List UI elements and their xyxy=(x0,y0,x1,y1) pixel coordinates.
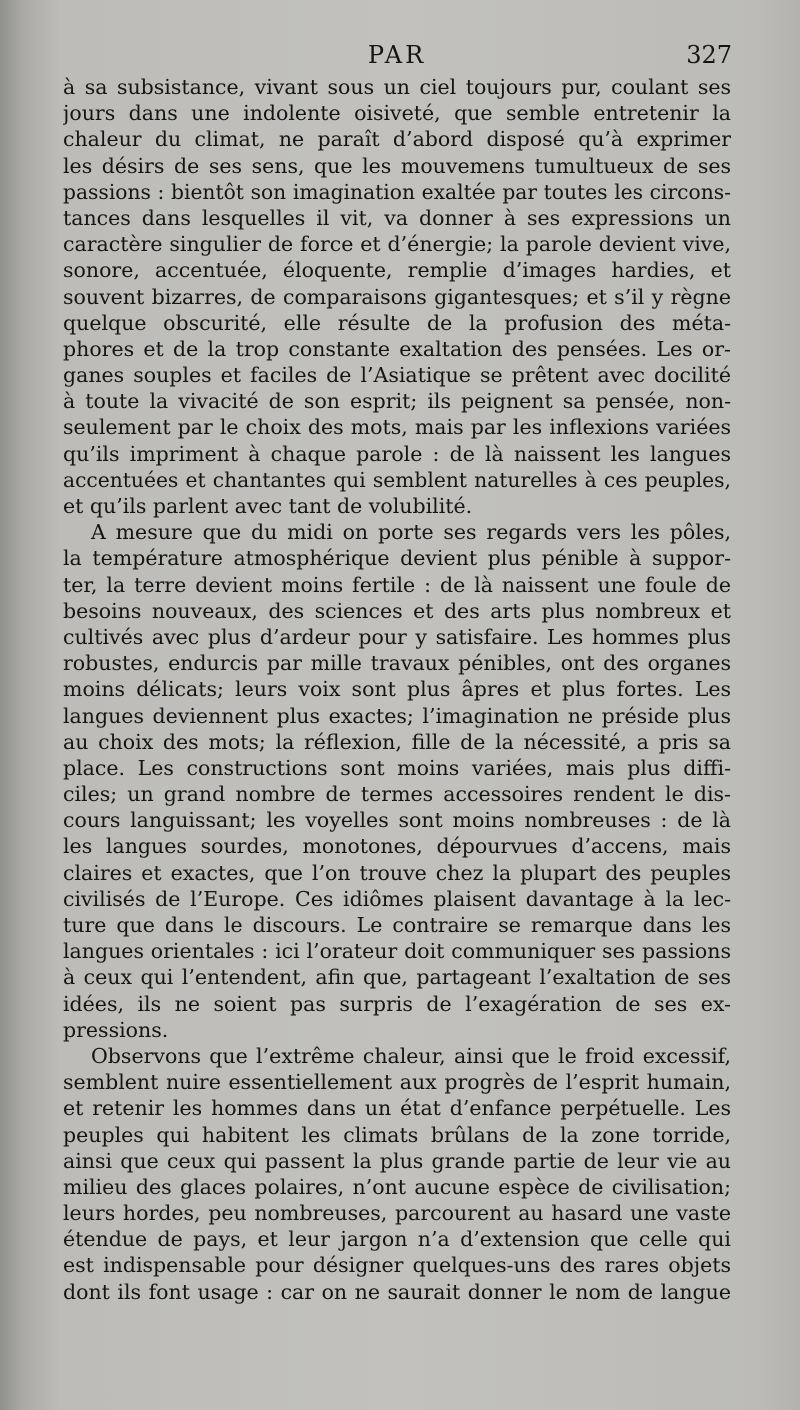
text-line: ganes souples et faciles de l’Asiatique se prêtent avec docilité xyxy=(63,363,731,388)
text-line: souvent bizarres, de comparaisons gigantesques; et s’il y règne xyxy=(63,284,731,309)
text-line: ciles; un grand nombre de termes accessoires rendent le dis- xyxy=(63,782,731,807)
body-text xyxy=(63,74,731,1305)
text-line: milieu des glaces polaires, n’ont aucune espèce de civilisation; xyxy=(63,1174,731,1199)
text-line: qu’ils impriment à chaque parole : de là naissent les langues xyxy=(63,441,731,466)
text-line: quelque obscurité, elle résulte de la profusion des méta- xyxy=(63,310,731,335)
text-line: est indispensable pour désigner quelques-uns des rares objets xyxy=(63,1253,731,1278)
text-line: langues orientales : ici l’orateur doit communiquer ses passions xyxy=(63,939,731,964)
text-line: seulement par le choix des mots, mais par les inflexions variées xyxy=(63,415,731,440)
text-line: étendue de pays, et leur jargon n’a d’extension que celle qui xyxy=(63,1227,731,1252)
page-number: 327 xyxy=(686,41,732,69)
text-line: à sa subsistance, vivant sous un ciel toujours pur, coulant ses xyxy=(63,75,731,99)
text-line: sonore, accentuée, éloquente, remplie d’images hardies, et xyxy=(63,258,731,283)
text-line: phores et de la trop constante exaltation des pensées. Les or- xyxy=(63,336,731,361)
text-line: idées, ils ne soient pas surpris de l’exagération de ses ex- xyxy=(63,991,731,1016)
text-line: peuples qui habitent les climats brûlans de la zone torride, xyxy=(63,1122,731,1147)
text-line: besoins nouveaux, des sciences et des arts plus nombreux et xyxy=(63,598,731,623)
text-line: la température atmosphérique devient plus pénible à suppor- xyxy=(63,546,731,571)
text-line: caractère singulier de force et d’énergie; la parole devient vive, xyxy=(63,232,731,257)
text-line: accentuées et chantantes qui semblent naturelles à ces peuples, xyxy=(63,467,731,492)
page-header xyxy=(62,40,732,70)
text-line: robustes, endurcis par mille travaux pénibles, ont des organes xyxy=(63,651,731,676)
text-line: ainsi que ceux qui passent la plus grande partie de leur vie au xyxy=(63,1148,731,1173)
text-line: Observons que l’extrême chaleur, ainsi que le froid excessif, xyxy=(91,1043,731,1068)
text-line: A mesure que du midi on porte ses regards vers les pôles, xyxy=(91,520,731,545)
text-line: place. Les constructions sont moins variées, mais plus diffi- xyxy=(63,755,731,780)
text-line: à toute la vivacité de son esprit; ils peignent sa pensée, non- xyxy=(63,389,731,414)
text-line: dont ils font usage : car on ne saurait donner le nom de langue xyxy=(63,1279,731,1304)
text-line: langues deviennent plus exactes; l’imagination ne préside plus xyxy=(63,703,731,728)
running-head: PAR xyxy=(367,41,427,69)
text-line: tances dans lesquelles il vit, va donner à ses expressions un xyxy=(63,205,731,230)
text-line: à ceux qui l’entendent, afin que, partageant l’exaltation de ses xyxy=(63,965,731,990)
text-line: leurs hordes, peu nombreuses, parcourent au hasard une vaste xyxy=(63,1201,731,1226)
text-line: cultivés avec plus d’ardeur pour y satisfaire. Les hommes plus xyxy=(63,624,731,649)
text-line: semblent nuire essentiellement aux progrès de l’esprit humain, xyxy=(63,1070,731,1095)
text-line: chaleur du climat, ne paraît d’abord disposé qu’à exprimer xyxy=(63,127,731,152)
text-line: claires et exactes, que l’on trouve chez la plupart des peuples xyxy=(63,860,731,885)
text-line: cours languissant; les voyelles sont moins nombreuses : de là xyxy=(63,808,731,833)
text-line: et retenir les hommes dans un état d’enfance perpétuelle. Les xyxy=(63,1096,731,1121)
text-line: les désirs de ses sens, que les mouvemens tumultueux de ses xyxy=(63,153,731,178)
text-line: civilisés de l’Europe. Ces idiômes plaisent davantage à la lec- xyxy=(63,886,731,911)
text-line: au choix des mots; la réflexion, fille de la nécessité, a pris sa xyxy=(63,729,731,754)
text-line: moins délicats; leurs voix sont plus âpres et plus fortes. Les xyxy=(63,677,731,702)
text-line: jours dans une indolente oisiveté, que semble entretenir la xyxy=(63,101,731,126)
text-line: et qu’ils parlent avec tant de volubilité. xyxy=(63,494,473,518)
text-line: pressions. xyxy=(63,1017,169,1042)
text-line: ter, la terre devient moins fertile : de là naissent une foule de xyxy=(63,572,731,597)
text-line: passions : bientôt son imagination exaltée par toutes les circons- xyxy=(63,179,731,204)
text-line: ture que dans le discours. Le contraire se remarque dans les xyxy=(63,913,731,937)
text-line: les langues sourdes, monotones, dépourvues d’accens, mais xyxy=(63,834,731,859)
